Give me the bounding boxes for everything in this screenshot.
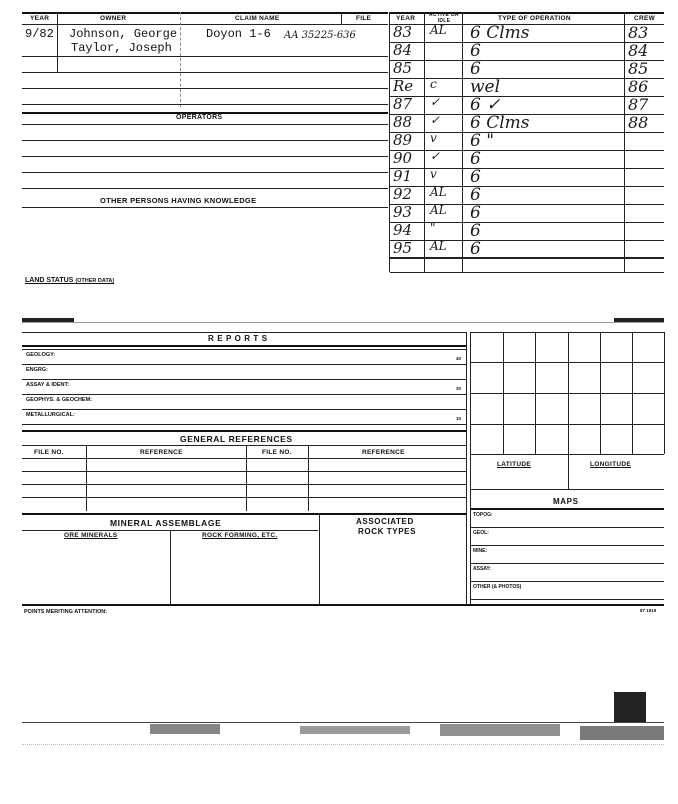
crew-header: CREW — [634, 15, 656, 22]
ops-year-header: YEAR — [396, 15, 416, 22]
rock-types-label: ROCK TYPES — [358, 527, 417, 536]
ops-row-year: 84 — [393, 41, 413, 59]
report-row-label: GEOLOGY: — [26, 352, 56, 358]
operators-label: OPERATORS — [176, 114, 223, 121]
ops-row-status: ✓ — [430, 95, 441, 109]
land-status-title: LAND STATUS — [25, 277, 74, 284]
owner-header: OWNER — [100, 15, 127, 22]
ops-row-type: 6 ✓ — [470, 95, 501, 115]
gr-reference-2: REFERENCE — [362, 449, 405, 456]
ops-row-type: 6 " — [470, 131, 495, 151]
ops-row-year: 93 — [393, 203, 413, 221]
land-status-label — [25, 277, 114, 284]
ops-row-crew: 87 — [628, 95, 649, 114]
latitude-label: LATITUDE — [497, 461, 532, 468]
maps-row-label: MINE: — [473, 548, 488, 554]
active-idle-header: ACTIVE OR IDLE — [429, 12, 459, 24]
report-row-label: METALLURGICAL: — [26, 412, 75, 418]
other-persons-label: OTHER PERSONS HAVING KNOWLEDGE — [100, 196, 257, 205]
ops-row-crew: 88 — [628, 113, 649, 132]
ops-row-year: Re — [393, 77, 414, 95]
ops-row-crew: 84 — [628, 41, 649, 60]
report-row-label: GEOPHYS. & GEOCHEM: — [26, 397, 93, 403]
scan-smudge-4 — [580, 726, 664, 740]
longitude-label: LONGITUDE — [590, 461, 631, 468]
report-row-label: ASSAY & IDENT: — [26, 382, 70, 388]
ops-row-type: 6 — [470, 221, 481, 241]
claim-year: 9/82 — [25, 27, 54, 41]
scan-smudge-3 — [440, 724, 560, 736]
ops-row-type: 6 Clms — [470, 23, 530, 43]
ops-row-type: 6 — [470, 149, 481, 169]
ops-row-type: 6 — [470, 41, 481, 61]
claim-name-header: CLAIM NAME — [235, 15, 280, 22]
ops-row-year: 83 — [393, 23, 413, 41]
claim-name: Doyon 1-6 — [206, 27, 271, 41]
ops-row-status: AL — [430, 23, 447, 37]
ops-row-status: v — [430, 131, 437, 145]
maps-row-label: OTHER (& PHOTOS) — [473, 584, 522, 590]
land-status-note: (OTHER DATA) — [75, 278, 115, 284]
gr-reference-1: REFERENCE — [140, 449, 183, 456]
ops-row-type: 6 — [470, 167, 481, 187]
scan-smudge-block — [614, 692, 646, 722]
ops-row-year: 91 — [393, 167, 413, 185]
ops-row-crew: 85 — [628, 59, 649, 78]
type-of-operation-header: TYPE OF OPERATION — [498, 15, 571, 22]
ops-row-year: 89 — [393, 131, 413, 149]
form-number: 87 1919 — [640, 608, 657, 613]
ops-row-status: c — [430, 77, 437, 91]
associated-label: ASSOCIATED — [356, 517, 414, 526]
ops-row-year: 94 — [393, 221, 413, 239]
owner-name-2: Taylor, Joseph — [71, 41, 172, 55]
ops-row-crew: 86 — [628, 77, 649, 96]
ops-row-year: 85 — [393, 59, 413, 77]
ops-row-year: 95 — [393, 239, 413, 257]
owner-name-1: Johnson, George — [69, 27, 178, 41]
maps-row-label: GEOL: — [473, 530, 489, 536]
ops-row-year: 90 — [393, 149, 413, 167]
ops-row-status: ✓ — [430, 113, 441, 127]
ops-row-year: 87 — [393, 95, 413, 113]
ops-row-status: v — [430, 167, 437, 181]
general-references-title: GENERAL REFERENCES — [180, 434, 293, 444]
ops-row-type: 6 — [470, 185, 481, 205]
mineral-assemblage-title: MINERAL ASSEMBLAGE — [110, 518, 222, 528]
ops-row-type: 6 — [470, 239, 481, 259]
file-header: FILE — [356, 15, 372, 22]
ops-row-crew: 83 — [628, 23, 649, 42]
ops-row-type: 6 Clms — [470, 113, 530, 133]
ops-row-status: ✓ — [430, 149, 441, 163]
scan-smudge-2 — [300, 726, 410, 734]
reports-title: R E P O R T S — [208, 334, 268, 343]
ops-row-year: 88 — [393, 113, 413, 131]
maps-title: MAPS — [553, 497, 579, 506]
ops-row-year: 92 — [393, 185, 413, 203]
ops-row-type: 6 — [470, 203, 481, 223]
ops-row-type: 6 — [470, 59, 481, 79]
rock-forming-header: ROCK FORMING, ETC. — [202, 532, 278, 539]
ops-row-status: AL — [430, 239, 447, 253]
maps-row-label: TOPOG: — [473, 512, 493, 518]
ops-row-status: AL — [430, 185, 447, 199]
report-row-label: ENGRG: — [26, 367, 48, 373]
claim-file-number: AA 35225-636 — [284, 30, 356, 41]
gr-file-no-1: FILE NO. — [34, 449, 64, 456]
points-meriting-attention: POINTS MERITING ATTENTION: — [24, 609, 108, 615]
gr-file-no-2: FILE NO. — [262, 449, 292, 456]
ore-minerals-header: ORE MINERALS — [64, 532, 118, 539]
ops-row-type: wel — [470, 77, 501, 97]
scan-smudge-1 — [150, 724, 220, 734]
report-row-number: 30 — [456, 386, 462, 391]
report-row-number: 10 — [456, 416, 462, 421]
ops-row-status: AL — [430, 203, 447, 217]
report-row-number: 40 — [456, 356, 462, 361]
ops-row-status: " — [430, 221, 436, 235]
year-header: YEAR — [30, 15, 50, 22]
maps-row-label: ASSAY: — [473, 566, 492, 572]
